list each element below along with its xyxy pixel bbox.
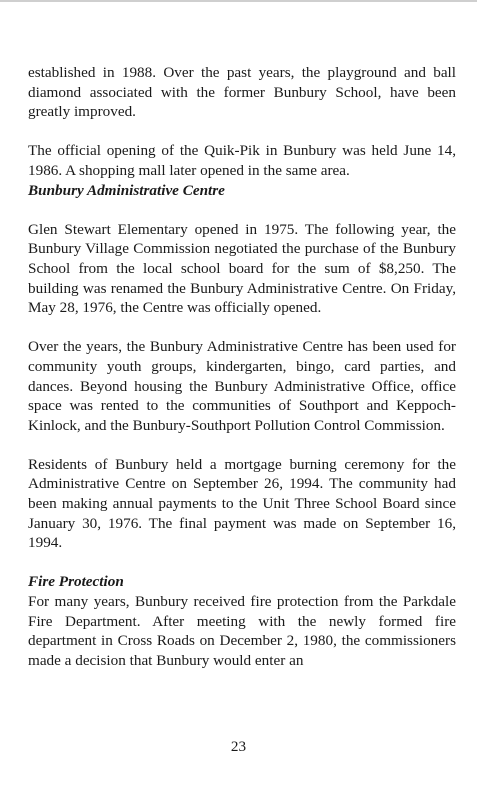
paragraph-playground: established in 1988. Over the past years, the playground and ball diamond associated with the former Bunbury School, have been greatly improved. bbox=[28, 64, 456, 121]
paragraph-glen-stewart: Glen Stewart Elementary opened in 1975. The following year, the Bunbury Village Commission negotiated the purchase of the Bunbury School from the local school board for the sum of $8,250. The building was renamed the Bunbury Administrative Centre. On Friday, May 28, 1976, the Centre was officially opened. bbox=[28, 220, 456, 317]
page-number: 23 bbox=[230, 738, 247, 755]
document-page bbox=[28, 63, 456, 670]
paragraph-centre-uses: Over the years, the Bunbury Administrative Centre has been used for community youth groups, kindergarten, bingo, card parties, and dances. Beyond housing the Bunbury Administrative Office, office space was rented to the communities of Southport and Keppoch-Kinlock, and the Bunbury-Southport Pollution Control Commission. bbox=[28, 338, 456, 434]
paragraph-quik-pik: The official opening of the Quik-Pik in Bunbury was held June 14, 1986. A shopping mall later opened in the same area. bbox=[28, 142, 456, 179]
paragraph-fire-protection: For many years, Bunbury received fire protection from the Parkdale Fire Department. After meeting with the newly formed fire department in Cross Roads on December 2, 1980, the commissioners made a decision that Bunbury would enter an bbox=[28, 593, 456, 669]
section-heading-fire-protection: Fire Protection bbox=[28, 573, 124, 591]
page-top-edge bbox=[0, 0, 477, 2]
section-heading-administrative-centre: Bunbury Administrative Centre bbox=[28, 181, 225, 199]
paragraph-mortgage-burning: Residents of Bunbury held a mortgage burning ceremony for the Administrative Centre on September 26, 1994. The community had been making annual payments to the Unit Three School Board since January 30, 1976. The final payment was made on September 16, 1994. bbox=[28, 455, 456, 552]
